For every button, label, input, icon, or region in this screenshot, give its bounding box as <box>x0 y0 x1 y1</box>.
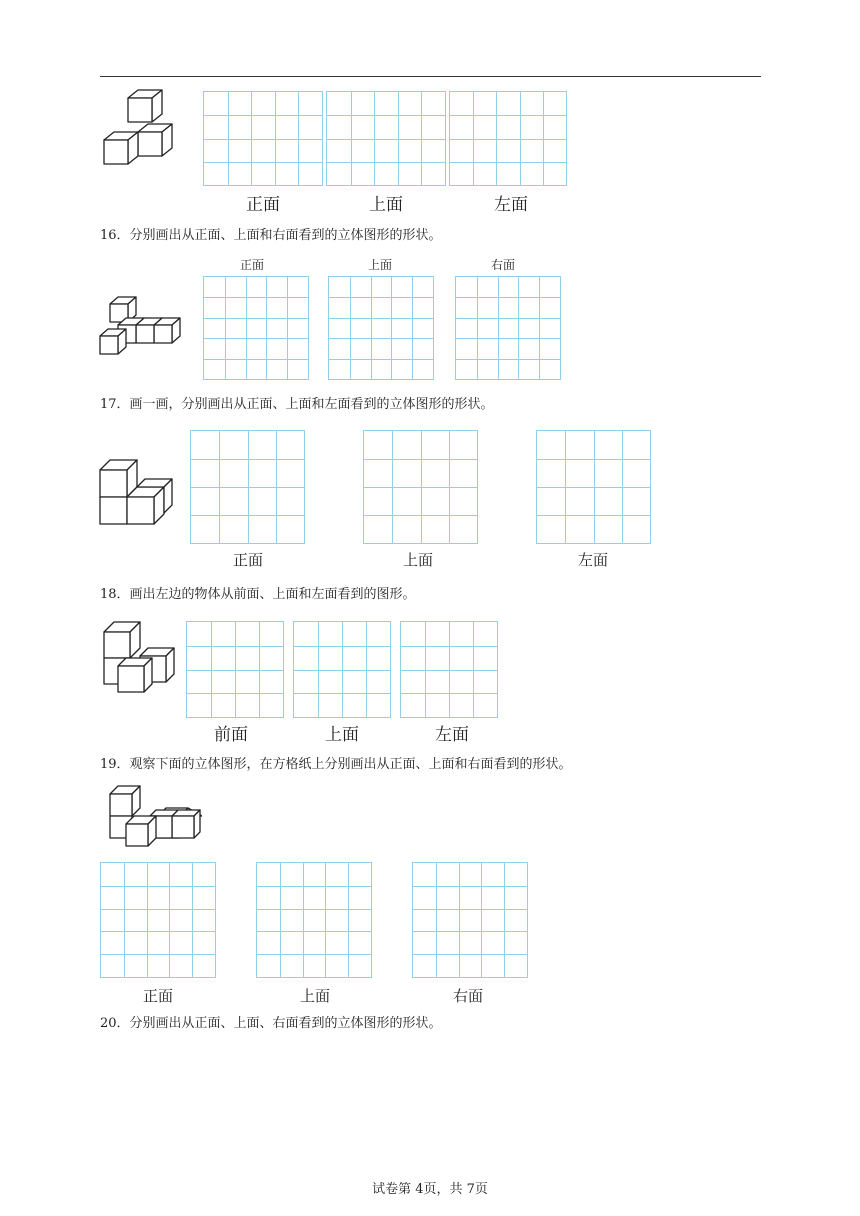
grid-line <box>101 886 215 887</box>
grid-line <box>450 139 566 140</box>
grid-line <box>325 863 326 977</box>
grid-line <box>450 115 566 116</box>
grid-line <box>101 909 215 910</box>
grid-line <box>436 863 437 977</box>
grid-line <box>518 277 519 379</box>
question-text: 画一画，分别画出从正面、上面和左面看到的立体图形的形状。 <box>129 397 494 412</box>
grid-label: 正面 <box>246 195 280 215</box>
grid-line <box>498 277 499 379</box>
grid-line <box>204 338 308 339</box>
grid-line <box>329 338 433 339</box>
question-16 <box>100 228 442 244</box>
answer-grid-left[interactable] <box>536 430 651 544</box>
grid-line <box>187 693 283 694</box>
grid-line <box>246 277 247 379</box>
grid-line <box>413 886 527 887</box>
grid-line <box>287 277 288 379</box>
grid-line <box>456 338 560 339</box>
grid-line <box>124 863 125 977</box>
answer-grid-front[interactable] <box>190 430 305 544</box>
grid-line <box>327 115 445 116</box>
cube-figure-q19 <box>106 782 202 856</box>
cube-figure-q17 <box>98 455 178 529</box>
grid-label: 上面 <box>325 725 359 745</box>
grid-line <box>257 931 371 932</box>
grid-line <box>225 277 226 379</box>
grid-label: 上面 <box>299 987 330 1005</box>
grid-label: 左面 <box>435 725 469 745</box>
grid-line <box>401 646 497 647</box>
answer-grid-front[interactable] <box>203 276 309 380</box>
cube-figure-q16 <box>98 292 188 356</box>
grid-line <box>192 863 193 977</box>
answer-grid-top[interactable] <box>328 276 434 380</box>
grid-line <box>401 693 497 694</box>
page-footer: 试卷第 4页，共 7页 <box>372 1182 488 1197</box>
grid-line <box>204 359 308 360</box>
grid-line <box>257 954 371 955</box>
grid-line <box>456 297 560 298</box>
answer-grid-front[interactable] <box>100 862 216 978</box>
question-number: 18． <box>100 587 130 602</box>
grid-line <box>537 515 650 516</box>
grid-line <box>169 863 170 977</box>
grid-line <box>294 693 390 694</box>
grid-label: 正面 <box>232 551 263 569</box>
answer-grid-top[interactable] <box>256 862 372 978</box>
grid-line <box>204 297 308 298</box>
grid-label: 左面 <box>494 195 528 215</box>
grid-label: 上面 <box>369 195 403 215</box>
grid-label: 正面 <box>239 258 264 272</box>
grid-line <box>191 459 304 460</box>
question-text: 观察下面的立体图形，在方格纸上分别画出从正面、上面和右面看到的形状。 <box>129 757 572 772</box>
grid-line <box>401 670 497 671</box>
grid-line <box>413 909 527 910</box>
grid-line <box>364 515 477 516</box>
grid-line <box>413 954 527 955</box>
grid-line <box>204 115 322 116</box>
grid-line <box>329 318 433 319</box>
grid-line <box>537 459 650 460</box>
grid-line <box>391 277 392 379</box>
answer-grid-right[interactable] <box>412 862 528 978</box>
grid-line <box>257 909 371 910</box>
answer-grid-left[interactable] <box>449 91 567 186</box>
question-number: 16． <box>100 228 130 243</box>
grid-label: 正面 <box>142 987 173 1005</box>
grid-line <box>481 863 482 977</box>
grid-line <box>504 863 505 977</box>
grid-label: 上面 <box>402 551 433 569</box>
grid-line <box>147 863 148 977</box>
question-number: 19． <box>100 757 130 772</box>
grid-line <box>204 318 308 319</box>
grid-line <box>456 359 560 360</box>
cube-figure-q18 <box>100 618 180 700</box>
answer-grid-top[interactable] <box>326 91 446 186</box>
grid-line <box>459 863 460 977</box>
grid-line <box>456 318 560 319</box>
cube-figure-q15 <box>100 86 190 176</box>
grid-line <box>327 139 445 140</box>
answer-grid-top[interactable] <box>363 430 478 544</box>
grid-line <box>329 359 433 360</box>
question-number: 17． <box>100 397 130 412</box>
grid-line <box>371 277 372 379</box>
question-20 <box>100 1016 442 1032</box>
grid-line <box>537 487 650 488</box>
question-19 <box>100 757 572 773</box>
answer-grid-right[interactable] <box>455 276 561 380</box>
grid-line <box>191 487 304 488</box>
grid-line <box>303 863 304 977</box>
grid-line <box>412 277 413 379</box>
grid-line <box>101 931 215 932</box>
grid-label: 上面 <box>367 258 392 272</box>
question-text: 画出左边的物体从前面、上面和左面看到的图形。 <box>129 587 416 602</box>
grid-line <box>280 863 281 977</box>
grid-line <box>329 297 433 298</box>
grid-line <box>187 646 283 647</box>
answer-grid-front[interactable] <box>186 621 284 718</box>
grid-line <box>364 459 477 460</box>
grid-line <box>477 277 478 379</box>
grid-label: 左面 <box>577 551 608 569</box>
question-17 <box>100 397 494 413</box>
grid-label: 右面 <box>490 258 515 272</box>
grid-line <box>327 162 445 163</box>
grid-line <box>204 139 322 140</box>
grid-line <box>350 277 351 379</box>
question-18 <box>100 587 416 603</box>
grid-label: 前面 <box>214 725 248 745</box>
answer-grid-front[interactable] <box>203 91 323 186</box>
header-rule <box>100 76 761 77</box>
grid-line <box>191 515 304 516</box>
grid-line <box>348 863 349 977</box>
grid-line <box>101 954 215 955</box>
grid-line <box>539 277 540 379</box>
grid-line <box>450 162 566 163</box>
grid-line <box>364 487 477 488</box>
answer-grid-left[interactable] <box>400 621 498 718</box>
answer-grid-top[interactable] <box>293 621 391 718</box>
question-text: 分别画出从正面、上面、右面看到的立体图形的形状。 <box>129 1016 442 1031</box>
grid-line <box>413 931 527 932</box>
grid-line <box>294 646 390 647</box>
grid-line <box>257 886 371 887</box>
grid-label: 右面 <box>452 987 483 1005</box>
grid-line <box>266 277 267 379</box>
question-number: 20． <box>100 1016 130 1031</box>
grid-line <box>294 670 390 671</box>
grid-line <box>187 670 283 671</box>
grid-line <box>204 162 322 163</box>
question-text: 分别画出从正面、上面和右面看到的立体图形的形状。 <box>129 228 442 243</box>
